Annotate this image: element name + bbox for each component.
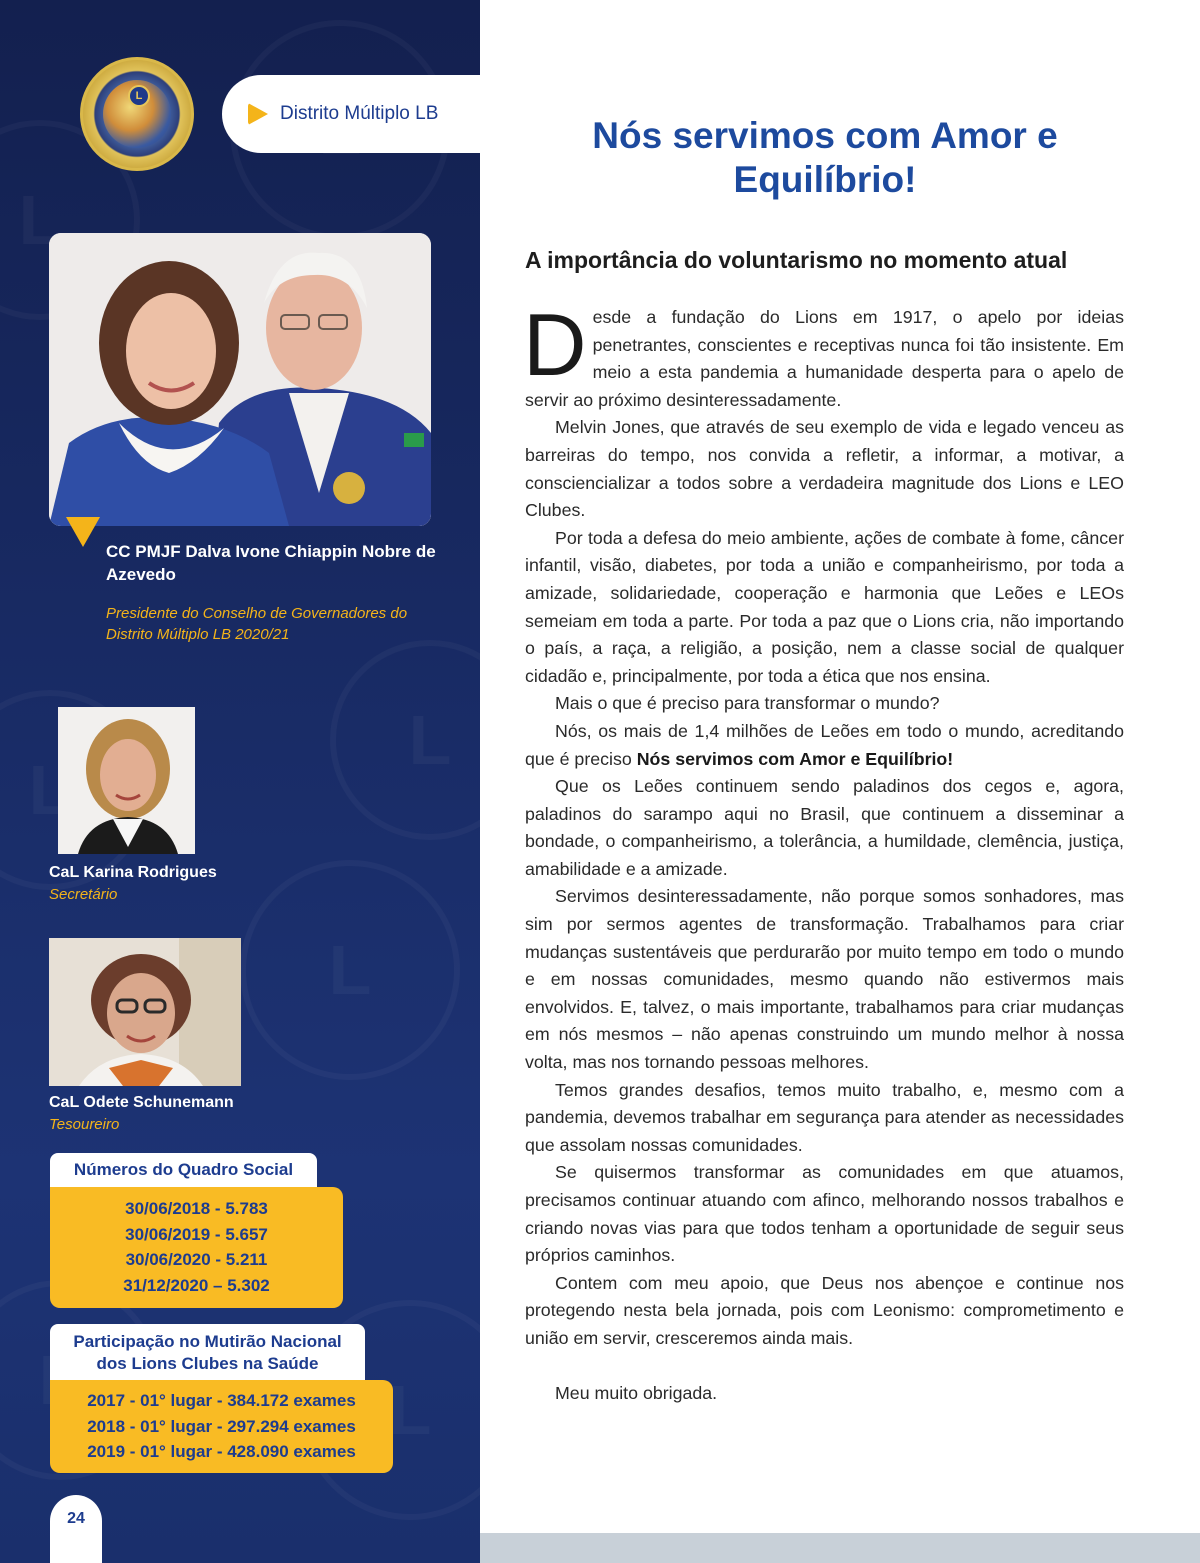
main-person-role: Presidente do Conselho de Governadores do Distrito Múltiplo LB 2020/21 — [106, 605, 408, 643]
mutirao-line: 2019 - 01° lugar - 428.090 exames — [87, 1442, 356, 1461]
secretary-photo — [58, 707, 195, 854]
mutirao-title-line: Participação no Mutirão Nacional — [73, 1332, 342, 1351]
paragraph-bold-text: Nós servimos com Amor e Equilíbrio! — [636, 748, 954, 769]
paragraph-text: esde a fundação do Lions em 1917, o apelo por ideias penetrantes, conscientes e receptivas nunca foi tão insistente. Em meio a esta pandemia a humanidade desperta para o apelo de servir ao próximo desinteressadamente. — [525, 307, 1124, 410]
treasurer-photo — [49, 938, 241, 1086]
article-closing: Meu muito obrigada. — [555, 1382, 718, 1403]
membership-box — [50, 1187, 343, 1308]
leonismo-seal-logo — [80, 57, 194, 171]
treasurer-name: CaL Odete Schunemann — [49, 1094, 234, 1111]
mutirao-box-title — [50, 1324, 365, 1384]
lions-watermark — [240, 860, 460, 1080]
treasurer-portrait-illustration — [49, 938, 241, 1086]
lions-emblem-icon: L — [128, 85, 150, 107]
article-title — [520, 114, 1130, 202]
yellow-pointer-triangle-icon — [66, 517, 100, 547]
article-paragraph — [525, 718, 1124, 773]
secretary-portrait-illustration — [58, 707, 195, 854]
article-title-line: Equilíbrio! — [733, 159, 917, 200]
membership-box-title — [50, 1153, 317, 1189]
article-paragraph: Se quisermos transformar as comunidades em que atuamos, precisamos continuar atuando com afinco, melhorando nossos trabalhos e criando novas vias para que todos tenham a oportunidade de seguir seus próprios caminhos. — [525, 1162, 1124, 1266]
section-header-tab — [222, 75, 480, 153]
main-person-name: CC PMJF Dalva Ivone Chiappin Nobre de Azevedo — [106, 542, 436, 584]
article-paragraph: Mais o que é preciso para transformar o mundo? — [555, 693, 940, 714]
page-number: 24 — [50, 1495, 102, 1563]
article-paragraph: Por toda a defesa do meio ambiente, ações de combate à fome, câncer infantil, visão, diabetes, por toda a união e companheirismo, por toda a amizade, solidariedade, cooperação e harmonia que Leões e LEOs semeiam em toda a parte. Por toda a paz que o Lions cria, não importando o país, a raça, a religião, a posição, nem a classe social de qualquer cidadão e, principalmente, por toda a ética que nos ensina. — [525, 527, 1124, 686]
play-arrow-icon — [248, 103, 268, 125]
article-paragraph: Temos grandes desafios, temos muito trabalho, e, mesmo com a pandemia, devemos trabalhar em segurança para atender as necessidades que assolam nossas comunidades. — [525, 1079, 1124, 1155]
paragraph-text: Nós, os mais de 1,4 milhões de Leões em todo o mundo, acreditando que é preciso — [525, 720, 1124, 769]
membership-line: 30/06/2019 - 5.657 — [125, 1224, 268, 1244]
treasurer-role: Tesoureiro — [49, 1116, 120, 1133]
article-body — [523, 295, 1124, 1407]
lions-watermark — [330, 640, 480, 840]
mutirao-title-line: dos Lions Clubes na Saúde — [96, 1354, 319, 1373]
mutirao-box — [50, 1380, 393, 1473]
mutirao-line: 2018 - 01° lugar - 297.294 exames — [87, 1416, 356, 1436]
membership-line: 31/12/2020 – 5.302 — [123, 1275, 270, 1295]
secretary-role: Secretário — [49, 886, 118, 903]
membership-line: 30/06/2018 - 5.783 — [125, 1199, 268, 1218]
footer-bar — [480, 1533, 1200, 1563]
section-label: Distrito Múltiplo LB — [280, 103, 439, 124]
article-paragraph: Servimos desinteressadamente, não porque somos sonhadores, mas sim por sermos agentes de transformação. Trabalhamos para criar mudanças sustentáveis que perdurarão por muito tempo em todo o mundo e em nossas comunidades, mesmo quando não estivermos mais envolvidos. E, talvez, o mais importante, trabalhamos para criar mudanças em nós mesmos – não apenas construindo um mundo melhor à nossa volta, mas nos tornando pessoas melhores. — [525, 886, 1124, 1073]
article-paragraph: Que os Leões continuem sendo paladinos dos cegos e, agora, paladinos do sarampo aqui no Brasil, que continuem a disseminar a bondade, o companheirismo, a tolerância, a humildade, clemência, justiça, amabilidade e a amizade. — [525, 776, 1124, 879]
main-portrait-photo — [49, 233, 431, 526]
article-title-line: Nós servimos com Amor e — [592, 115, 1058, 156]
secretary-name: CaL Karina Rodrigues — [49, 864, 217, 881]
mutirao-line: 2017 - 01° lugar - 384.172 exames — [87, 1391, 356, 1410]
article-paragraph: Melvin Jones, que através de seu exemplo de vida e legado venceu as barreiras do tempo, nos convida a refletir, a informar, a motivar, a consciencializar a todos sobre a verdadeira magnitude dos Lions e LEO Clubes. — [525, 417, 1124, 521]
article-paragraph — [523, 295, 1124, 414]
membership-title-text: Números do Quadro Social — [73, 1160, 294, 1179]
article-paragraph: Contem com meu apoio, que Deus nos abençoe e continue nos protegendo nesta bela jornada, pois com Leonismo: comprometimento e união em servir, cresceremos ainda mais. — [525, 1272, 1124, 1348]
article-subtitle: A importância do voluntarismo no momento atual — [525, 247, 1068, 273]
membership-line: 30/06/2020 - 5.211 — [125, 1250, 268, 1269]
couple-photo-illustration — [49, 233, 431, 526]
drop-cap: D — [523, 295, 587, 394]
